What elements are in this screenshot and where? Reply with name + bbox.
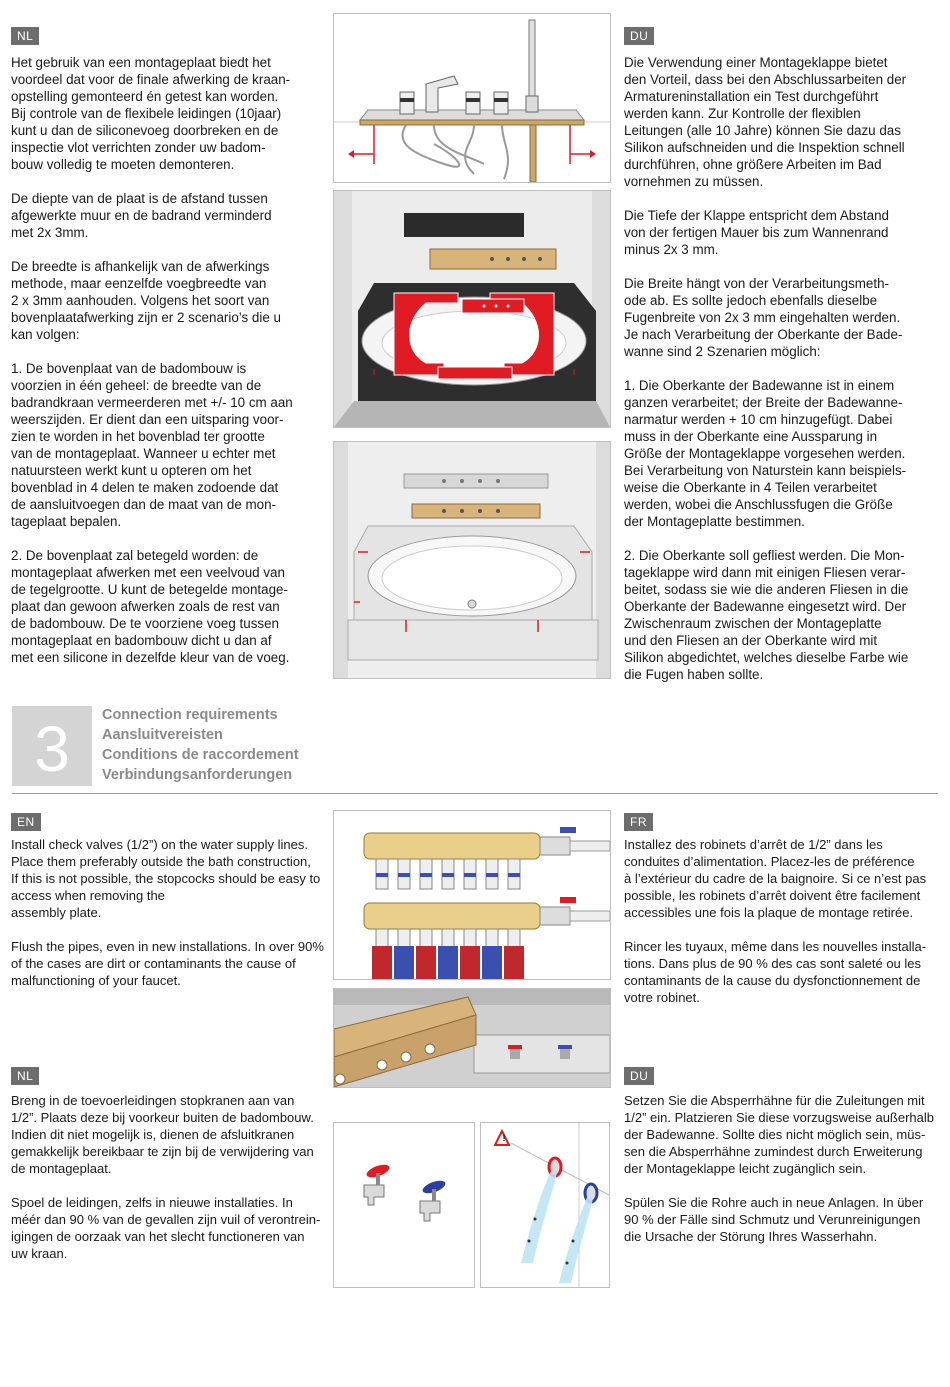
text-column-du-top	[624, 54, 942, 700]
paragraph: De breedte is afhankelijk van de afwerkings methode, maar eenzelfde voegbreedte van 2 x 3mm aanhouden. Volgens het soort van bovenplaatafwerking zijn er 2 scenario’s die u kan volgen:	[11, 259, 281, 342]
text-column-fr	[624, 836, 942, 1023]
section-divider	[12, 793, 938, 794]
stopcocks-illustration	[333, 1122, 475, 1288]
text-column-nl-bottom	[11, 1092, 329, 1279]
section-title-fr: Conditions de raccordement	[102, 747, 299, 763]
paragraph: Het gebruik van een montageplaat biedt het voordeel dat voor de finale afwerking de kraan- opstelling gemonteerd én getest kan worden. Bij controle van de flexibele leidingen (10jaar) kunt u dan de siliconevoeg doorbreken en de inspectie vlot verrichten zonder uw badom- bouw volledig te moeten demonteren.	[11, 55, 291, 172]
bath-top-red-cutout-illustration	[333, 190, 611, 428]
section-number: 3	[34, 713, 70, 785]
paragraph: Install check valves (1/2”) on the water supply lines. Place them preferably outside the bath construction, If this is not possible, the stopcocks should be easy to access when removing the assembly plate.	[11, 837, 321, 920]
lang-tag-du-bottom: DU	[624, 1067, 654, 1085]
lang-tag-fr: FR	[624, 813, 653, 831]
lang-tag-du-top: DU	[624, 27, 654, 45]
section-title-nl: Aansluitvereisten	[102, 727, 223, 743]
paragraph: Spoel de leidingen, zelfs in nieuwe installaties. In méér dan 90 % van de gevallen zijn vuil of verontrein- igingen de oorzaak van het slecht functioneren van uw kraan.	[11, 1195, 321, 1261]
paragraph: 2. Die Oberkante soll gefliest werden. Die Mon- tageklappe wird dann mit einigen Fliesen verar- beitet, sodass sie wie die anderen Fliesen in die Oberkante der Badewanne eingesetzt wird. Der Zwischenraum zwischen der Montageplatte und den Fliesen an der Oberkante wird mit Silikon abgedichtet, welches dieselbe Farbe wie die Fugen haben sollte.	[624, 548, 909, 682]
paragraph: Die Verwendung einer Montageklappe bietet den Vorteil, dass bei den Abschlussarbeiten der Armatureninstallation ein Test durchgeführt werden kann. Zur Kontrolle der flexiblen Leitungen (alle 10 Jahre) können Sie dazu das Silikon aufschneiden und die Inspektion schnell durchführen, ohne größere Arbeiten im Bad vornehmen zu müssen.	[624, 55, 907, 189]
paragraph: Spülen Sie die Rohre auch in neue Anlagen. In über 90 % der Fälle sind Schmutz und Verunreinigungen die Ursache der Störung Ihres Wasserhahn.	[624, 1195, 924, 1244]
paragraph: Installez des robinets d’arrêt de 1/2” dans les conduites d’alimentation. Placez-les de préférence à l’extérieur du cadre de la baignoire. Si ce n’est pas possible, les robinets d’arrêt doivent être facilement accessibles une fois la plaque de montage retirée.	[624, 837, 927, 920]
text-column-du-bottom	[624, 1092, 942, 1262]
plate-removed-valves-illustration	[333, 988, 611, 1088]
lang-tag-en: EN	[11, 813, 41, 831]
lang-tag-nl-bottom: NL	[11, 1067, 39, 1085]
paragraph: 1. De bovenplaat van de badombouw is voorzien in één geheel: de breedte van de badrandkraan vermeerderen met +/- 10 cm aan weerszijden. Er dient dan een uitsparing voor- zien te worden in het bovenblad ter grootte van de montageplaat. Wanneer u echter met natuursteen werkt kunt u opteren om het bovenblad in 4 delen te maken zodoende dat de aansluitvoegen dan de maat van de mon- tageplaat bepalen.	[11, 361, 293, 529]
section-titles	[102, 705, 299, 785]
paragraph: Die Tiefe der Klappe entspricht dem Abstand von der fertigen Mauer bis zum Wannenrand minus 2x 3 mm.	[624, 208, 889, 257]
paragraph: Breng in de toevoerleidingen stopkranen aan van 1/2”. Plaats deze bij voorkeur buiten de badombouw. Indien dit niet mogelijk is, dienen de afsluitkranen gemakkelijk bereikbaar te zijn bij de verwijdering van de montageplaat.	[11, 1093, 314, 1176]
text-column-en	[11, 836, 329, 1006]
manifold-valves-illustration	[333, 810, 611, 980]
paragraph: Setzen Sie die Absperrhähne für die Zuleitungen mit 1/2” ein. Platzieren Sie diese vorzugsweise außerhalb der Badewanne. Sollte dies nicht möglich sein, müs- sen die Absperrhähne zumindest durch Erweiterung der Montageklappe leicht zugänglich sein.	[624, 1093, 935, 1176]
paragraph: De diepte van de plaat is de afstand tussen afgewerkte muur en de badrand verminderd met 2x 3mm.	[11, 191, 272, 240]
paragraph: Die Breite hängt von der Verarbeitungsmeth- ode ab. Es sollte jedoch ebenfalls dieselbe Fugenbreite von 2x 3 mm eingehalten werden. Je nach Verarbeitung der Oberkante der Bade- wanne sind 2 Szenarien möglich:	[624, 276, 903, 359]
faucet-plate-illustration	[333, 13, 611, 183]
section-title-du: Verbindungsanforderungen	[102, 767, 293, 783]
section-title-en: Connection requirements	[102, 707, 278, 723]
text-column-nl-top	[11, 54, 329, 683]
warning-mark: !	[502, 1133, 506, 1143]
flush-warning-illustration	[480, 1122, 610, 1288]
lang-tag-nl-top: NL	[11, 27, 39, 45]
paragraph: 1. Die Oberkante der Badewanne ist in einem ganzen verarbeitet; der Breite der Badewanne- narmatur werden + 10 cm hinzugefügt. Dabei muss in der Oberkante eine Aussparung in Größe der Montageklappe vorgesehen werden. Bei Verarbeitung von Naturstein kann beispiels- weise die Oberkante in 4 Teilen verarbeitet werden, wobei die Anschlussfugen die Größe der Montageplatte bestimmen.	[624, 378, 907, 529]
bath-tiled-plate-illustration	[333, 441, 611, 679]
paragraph: Flush the pipes, even in new installations. In over 90% of the cases are dirt or contaminants the cause of malfunctioning of your faucet.	[11, 939, 324, 988]
paragraph: Rincer les tuyaux, même dans les nouvelles installa- tions. Dans plus de 90 % des cas sont saleté ou les contaminants de la cause du dysfonctionnement de votre robinet.	[624, 939, 927, 1005]
paragraph: 2. De bovenplaat zal betegeld worden: de montageplaat afwerken met een veelvoud van de tegelgrootte. U kunt de betegelde montage- plaat dan gewoon afwerken zoals de rest van de badombouw. De te voorziene voeg tussen montageplaat en badombouw dicht u dan af met een silicone in dezelfde kleur van de voeg.	[11, 548, 290, 665]
